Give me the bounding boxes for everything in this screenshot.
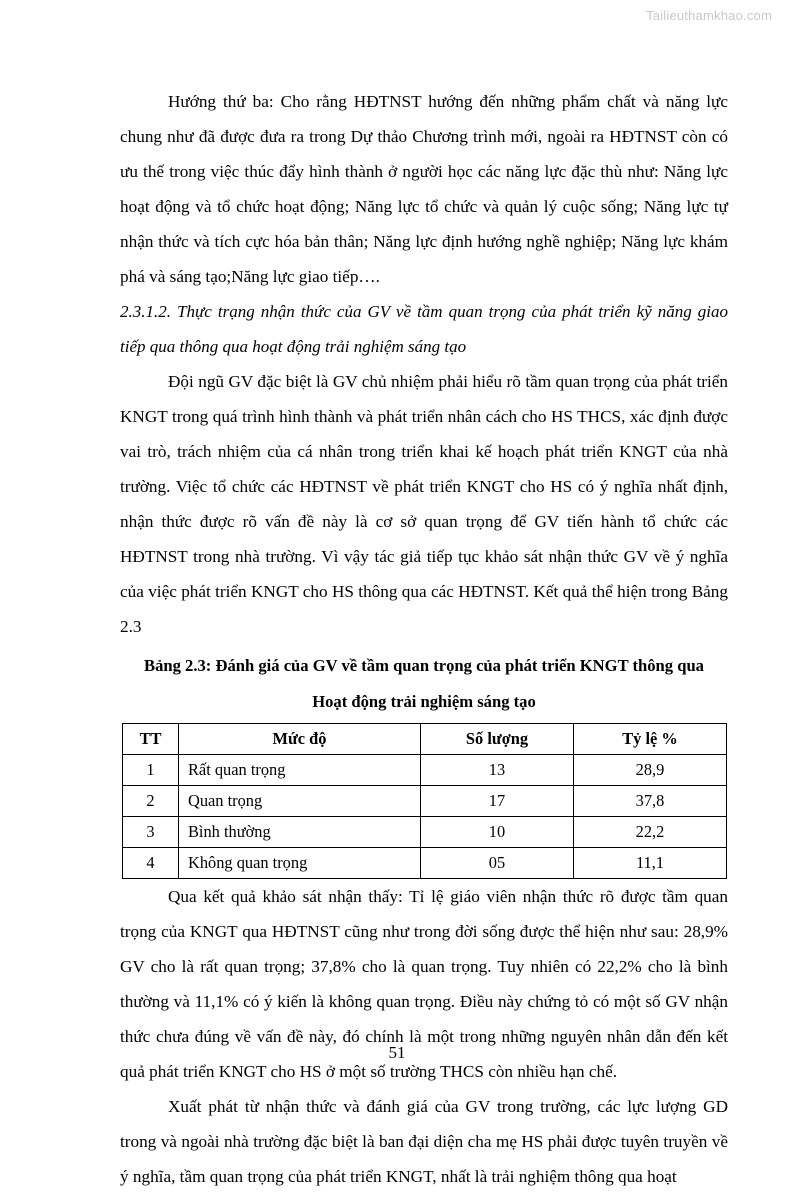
cell-percent: 28,9 bbox=[574, 755, 727, 786]
cell-tt: 3 bbox=[123, 817, 179, 848]
cell-percent: 37,8 bbox=[574, 786, 727, 817]
cell-level: Rất quan trọng bbox=[179, 755, 421, 786]
assessment-table bbox=[122, 723, 727, 879]
cell-count: 13 bbox=[421, 755, 574, 786]
paragraph-2: Đội ngũ GV đặc biệt là GV chủ nhiệm phải hiểu rõ tầm quan trọng của phát triển KNGT trong quá trình hình thành và phát triển nhân cách cho HS THCS, xác định được vai trò, trách nhiệm của cá nhân trong triển khai kế hoạch phát triển KNGT của nhà trường. Việc tổ chức các HĐTNST về phát triển KNGT cho HS có ý nghĩa nhất định, nhận thức được rõ vấn đề này là cơ sở quan trọng để GV tiến hành tổ chức các HĐTNST trong nhà trường. Vì vậy tác giả tiếp tục khảo sát nhận thức GV về ý nghĩa của việc phát triển KNGT cho HS thông qua các HĐTNST. Kết quả thể hiện trong Bảng 2.3 bbox=[120, 372, 728, 636]
cell-count: 05 bbox=[421, 848, 574, 879]
table-header-row bbox=[123, 724, 727, 755]
paragraph-4: Xuất phát từ nhận thức và đánh giá của GV trong trường, các lực lượng GD trong và ngoài nhà trường đặc biệt là ban đại diện cha mẹ HS phải được tuyên truyền về ý nghĩa, tầm quan trọng của phát triển KNGT, nhất là trải nghiệm thông qua hoạt bbox=[120, 1097, 728, 1186]
cell-tt: 2 bbox=[123, 786, 179, 817]
column-header-level: Mức độ bbox=[179, 724, 421, 755]
table-caption-line-2: Hoạt động trải nghiệm sáng tạo bbox=[312, 692, 536, 711]
column-header-percent: Tỷ lệ % bbox=[574, 724, 727, 755]
page-content bbox=[120, 84, 728, 1194]
paragraph-3: Qua kết quả khảo sát nhận thấy: Tỉ lệ giáo viên nhận thức rõ được tầm quan trọng của KNGT qua HĐTNST cũng như trong đời sống được thể hiện như sau: 28,9% GV cho là rất quan trọng; 37,8% cho là quan trọng. Tuy nhiên có 22,2% cho là bình thường và 11,1% có ý kiến là không quan trọng. Điều này chứng tỏ có một số GV nhận thức chưa đúng về vấn đề này, đó chính là một trong những nguyên nhân dẫn đến kết quả phát triển KNGT cho HS ở một số trường THCS còn nhiều hạn chế. bbox=[120, 887, 728, 1081]
column-header-count: Số lượng bbox=[421, 724, 574, 755]
table-row bbox=[123, 786, 727, 817]
paragraph-1: Hướng thứ ba: Cho rằng HĐTNST hướng đến những phẩm chất và năng lực chung như đã được đưa ra trong Dự thảo Chương trình mới, ngoài ra HĐTNST còn có ưu thế trong việc thúc đẩy hình thành ở người học các năng lực đặc thù như: Năng lực hoạt động và tổ chức hoạt động; Năng lực tổ chức và quản lý cuộc sống; Năng lực tự nhận thức và tích cực hóa bản thân; Năng lực định hướng nghề nghiệp; Năng lực khám phá và sáng tạo;Năng lực giao tiếp…. bbox=[120, 92, 728, 286]
cell-level: Không quan trọng bbox=[179, 848, 421, 879]
sub-heading-text: Thực trạng nhận thức của GV về tầm quan trọng của phát triển kỹ năng giao tiếp qua thông qua hoạt động trải nghiệm sáng tạo bbox=[120, 302, 729, 356]
cell-count: 10 bbox=[421, 817, 574, 848]
column-header-tt: TT bbox=[123, 724, 179, 755]
cell-count: 17 bbox=[421, 786, 574, 817]
cell-percent: 22,2 bbox=[574, 817, 727, 848]
cell-level: Quan trọng bbox=[179, 786, 421, 817]
sub-heading bbox=[120, 294, 728, 364]
table-caption-line-1: Bảng 2.3: Đánh giá của GV về tầm quan trọng của phát triển KNGT thông qua bbox=[144, 656, 704, 675]
cell-percent: 11,1 bbox=[574, 848, 727, 879]
table-container bbox=[122, 723, 726, 879]
page-number: 51 bbox=[388, 1043, 406, 1062]
cell-tt: 1 bbox=[123, 755, 179, 786]
cell-tt: 4 bbox=[123, 848, 179, 879]
table-row bbox=[123, 848, 727, 879]
watermark: Tailieuthamkhao.com bbox=[646, 8, 772, 23]
sub-heading-number: 2.3.1.2. bbox=[120, 302, 171, 321]
table-row bbox=[123, 755, 727, 786]
cell-level: Bình thường bbox=[179, 817, 421, 848]
table-row bbox=[123, 817, 727, 848]
